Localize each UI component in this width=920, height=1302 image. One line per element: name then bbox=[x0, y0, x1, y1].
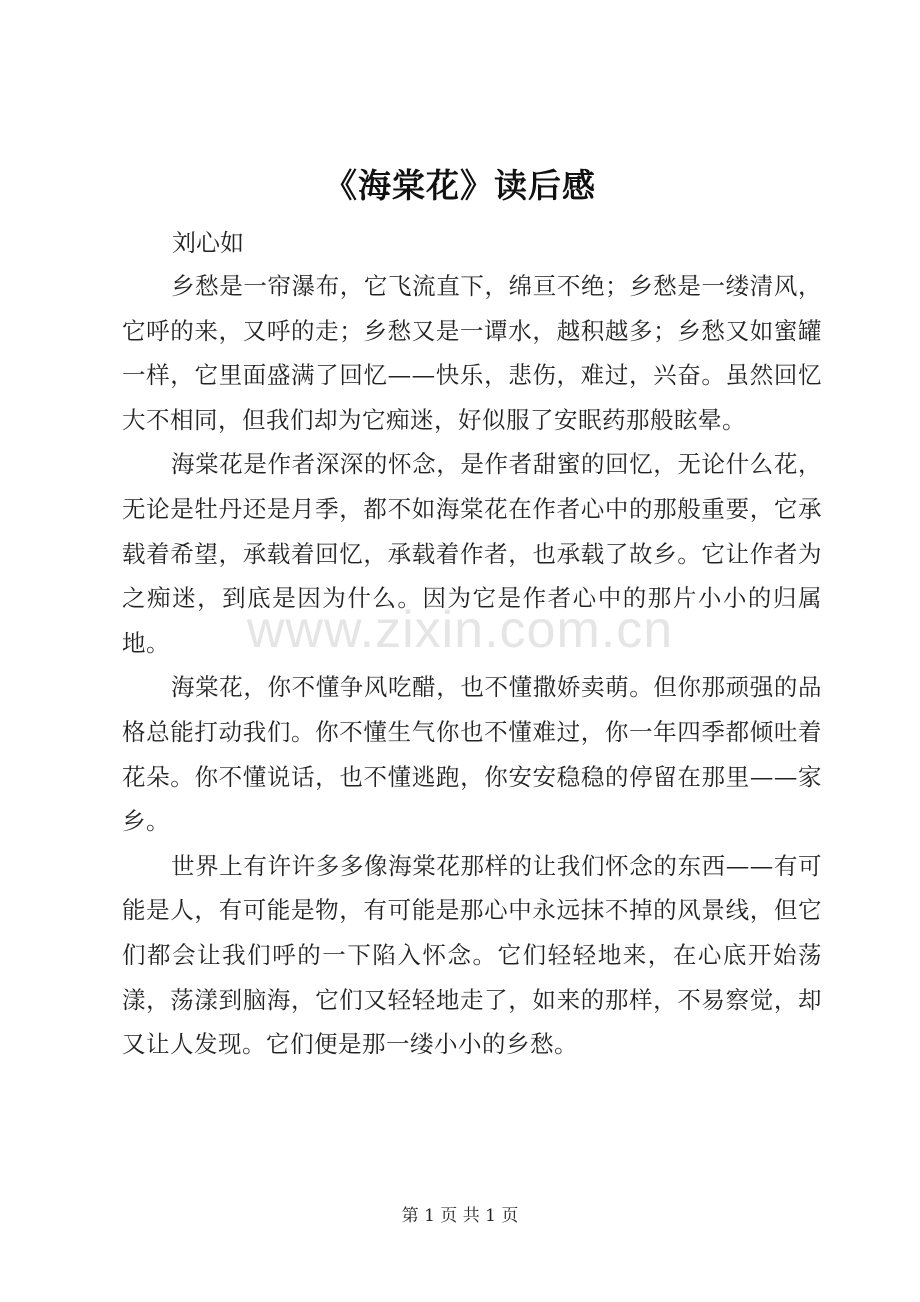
author-name: 刘心如 bbox=[172, 229, 244, 257]
document-title: 《海棠花》读后感 bbox=[324, 166, 596, 205]
paragraph-1: 乡愁是一帘瀑布，它飞流直下，绵亘不绝；乡愁是一缕清风，它呼的来，又呼的走；乡愁又是一谭水，越积越多；乡愁又如蜜罐一样，它里面盛满了回忆——快乐，悲伤，难过，兴奋。虽然回忆大不相同，但我们却为它痴迷，好似服了安眠药那般眩晕。 bbox=[122, 272, 822, 434]
page-footer: 第 1 页 共 1 页 bbox=[401, 1206, 519, 1226]
document-body bbox=[122, 264, 822, 1067]
paragraph-4: 世界上有许许多多像海棠花那样的让我们怀念的东西——有可能是人，有可能是物，有可能是那心中永远抹不掉的风景线，但它们都会让我们呼的一下陷入怀念。它们轻轻地来，在心底开始荡漾，荡漾到脑海，它们又轻轻地走了，如来的那样，不易察觉，却又让人发现。它们便是那一缕小小的乡愁。 bbox=[122, 851, 822, 1059]
paragraph-2: 海棠花是作者深深的怀念，是作者甜蜜的回忆，无论什么花，无论是牡丹还是月季，都不如海棠花在作者心中的那般重要，它承载着希望，承载着回忆，承载着作者，也承载了故乡。它让作者为之痴迷，到底是因为什么。因为它是作者心中的那片小小的归属地。 bbox=[122, 450, 822, 657]
watermark-text: www.zixin.com.cn bbox=[246, 601, 674, 659]
paragraph-3: 海棠花，你不懂争风吃醋，也不懂撒娇卖萌。但你那顽强的品格总能打动我们。你不懂生气你也不懂难过，你一年四季都倾吐着花朵。你不懂说话，也不懂逃跑，你安安稳稳的停留在那里——家乡。 bbox=[122, 673, 822, 836]
